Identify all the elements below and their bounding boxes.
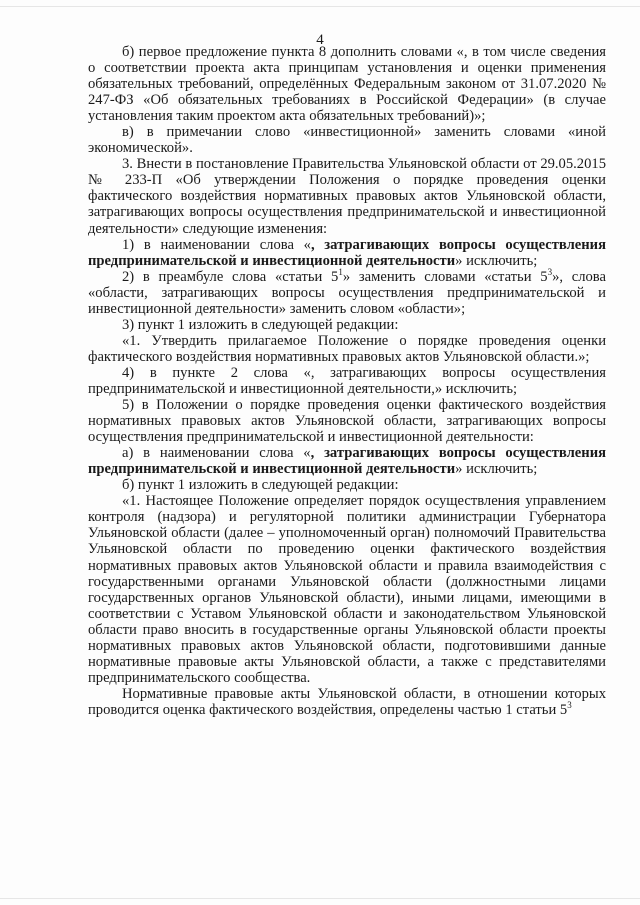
paragraph-regulation-intro: 5) в Положении о порядке проведения оценки фактического воздействия нормативных правовых актов Ульяновской области, затрагивающих вопросы осуществления предпринимательской и инвестиционной деятельности:: [88, 397, 606, 446]
text-run: 1) в наименовании слова «: [122, 236, 311, 253]
superscript: 3: [567, 700, 572, 711]
paragraph-item-3: 3. Внести в постановление Правительства Ульяновской области от 29.05.2015 № 233-П «Об утверждении Положения о порядке проведения оценки фактического воздействия нормативных правовых актов Ульяновской области, затрагивающих вопросы осуществления предпринимательской и инвестиционной деятельности» следующие изменения:: [88, 156, 606, 237]
bold-phrase: , затрагивающих вопросы осуществления предпринимательской и инвестиционной деятельности: [88, 445, 606, 478]
paragraph-point-1-intro: 3) пункт 1 изложить в следующей редакции:: [122, 316, 399, 333]
paragraph-point-1-text: «1. Утвердить прилагаемое Положение о порядке проведения оценки фактического воздействия нормативных правовых актов Ульяновской области.»;: [88, 332, 606, 365]
document-body: [88, 44, 606, 718]
text-run: » исключить;: [455, 252, 538, 269]
scan-edge-top: [0, 6, 640, 7]
scan-edge-bottom: [0, 898, 640, 899]
paragraph-title-change: [88, 237, 606, 269]
paragraph-point-2-change: 4) в пункте 2 слова «, затрагивающих вопросы осуществления предпринимательской и инвестиционной деятельности,» исключить;: [88, 364, 606, 397]
paragraph-note-replace: в) в примечании слово «инвестиционной» заменить словами «иной экономической».: [88, 124, 606, 157]
paragraph-preamble-change: [88, 266, 606, 317]
paragraph-amend-point-8: б) первое предложение пункта 8 дополнить словами «, в том числе сведения о соответствии проекта акта принципам установления и оценки применения обязательных требований, определённых Федеральным законом от 31.07.2020 № 247-ФЗ «Об обязательных требованиях в Российской Федерации» (в случае установления таким проектом акта обязательных требований)»;: [88, 44, 606, 125]
bold-phrase: , затрагивающих вопросы осуществления предпринимательской и инвестиционной деятельности: [88, 236, 606, 269]
paragraph-regulation-point-1-text: «1. Настоящее Положение определяет порядок осуществления управлением контроля (надзора) и регуляторной политики администрации Губернатора Ульяновской области (далее – уполномоченный орган) полномочий Правительства Ульяновской области по проведению оценки фактического воздействия нормативных правовых актов Ульяновской области и правила взаимодействия с государственными органами Ульяновской области (должностными лицами государственных органов Ульяновской области), иными лицами, имеющими в соответствии с Уставом Ульяновской области и законодательством Ульяновской области право вносить в государственные органы Ульяновской области проекты нормативных правовых актов Ульяновской области, подготовившими данные нормативные правовые акты Ульяновской области, а также с представителями предпринимательского сообщества.: [88, 493, 606, 686]
superscript: 1: [338, 266, 343, 277]
paragraph-regulation-point-1-intro: б) пункт 1 изложить в следующей редакции:: [122, 477, 399, 494]
page-number: 4: [316, 32, 324, 48]
text-run: а) в наименовании слова «: [122, 445, 311, 462]
text-run: » заменить словами «статьи 5: [342, 268, 548, 285]
superscript: 3: [547, 266, 553, 277]
text-run: Нормативные правовые акты Ульяновской области, в отношении которых проводится оценка фактического воздействия, определены частью 1 статьи 5: [88, 685, 606, 718]
text-run: » исключить;: [455, 461, 538, 478]
text-run: », слова «области, затрагивающих вопросы осуществления предпринимательской и инвестиционной деятельности» заменить словом «области»;: [88, 268, 606, 317]
paragraph-regulation-title-change: [88, 445, 606, 477]
paragraph-normative-acts: [88, 686, 606, 718]
text-run: 2) в преамбуле слова «статьи 5: [122, 268, 339, 285]
